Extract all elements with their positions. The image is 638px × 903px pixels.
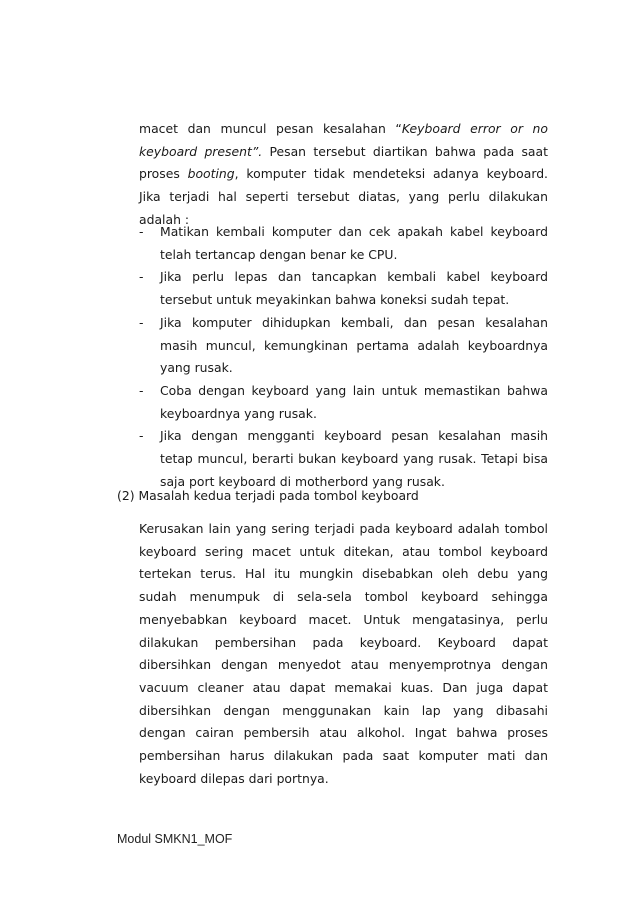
list-item-text: Jika perlu lepas dan tancapkan kembali kabel keyboard tersebut untuk meyakinkan bahwa koneksi sudah tepat. [160, 269, 548, 308]
paragraph1-text-b: Pesan tersebut diartikan bahwa pada saat proses [139, 143, 548, 182]
list-item-text: Matikan kembali komputer dan cek apakah kabel keyboard telah tertancap dengan benar ke CPU. [160, 224, 548, 262]
paragraph-keyboard-error [139, 118, 548, 232]
paragraph1-text-a: macet dan muncul pesan kesalahan “ [139, 121, 402, 136]
list-bullet: - [139, 314, 144, 330]
list-item [139, 425, 548, 493]
list-item-text: Jika dengan mengganti keyboard pesan kesalahan masih tetap muncul, berarti bukan keyboard yang rusak. Tetapi bisa saja port keyboard di motherbord yang rusak. [160, 428, 548, 489]
list-bullet: - [139, 428, 144, 444]
troubleshooting-steps-list [139, 221, 548, 493]
section-heading-keyboard-keys: (2) Masalah kedua terjadi pada tombol keyboard [117, 488, 419, 503]
list-item [139, 312, 548, 380]
list-item [139, 221, 548, 266]
list-item [139, 380, 548, 425]
paragraph1-italic-booting: booting [187, 166, 235, 182]
list-item-text: Coba dengan keyboard yang lain untuk memastikan bahwa keyboardnya yang rusak. [160, 382, 548, 421]
list-bullet: - [139, 224, 144, 239]
list-bullet: - [139, 382, 144, 398]
page-footer: Modul SMKN1_MOF [117, 832, 233, 846]
list-item-text: Jika komputer dihidupkan kembali, dan pesan kesalahan masih muncul, kemungkinan pertama adalah keyboardnya yang rusak. [160, 314, 548, 376]
list-item [139, 266, 548, 311]
list-bullet: - [139, 269, 144, 285]
paragraph1-italic-error-message: Keyboard error or no keyboard present”. [139, 121, 548, 159]
paragraph1-text-c: , komputer tidak mendeteksi adanya keyboard. Jika terjadi hal seperti tersebut diatas, yang perlu dilakukan adalah : [139, 166, 548, 227]
paragraph-keyboard-keys: Kerusakan lain yang sering terjadi pada keyboard adalah tombol keyboard sering macet untuk ditekan, atau tombol keyboard tertekan terus. Hal itu mungkin disebabkan oleh debu yang sudah menumpuk di sela-sela tombol keyboard sehingga menyebabkan keyboard macet. Untuk mengatasinya, perlu dilakukan pembersihan pada keyboard. Keyboard dapat dibersihkan dengan menyedot atau menyemprotnya dengan vacuum cleaner atau dapat memakai kuas. Dan juga dapat dibersihkan dengan menggunakan kain lap yang dibasahi dengan cairan pembersih atau alkohol. Ingat bahwa proses pembersihan harus dilakukan pada saat komputer mati dan keyboard dilepas dari portnya. [139, 521, 548, 786]
